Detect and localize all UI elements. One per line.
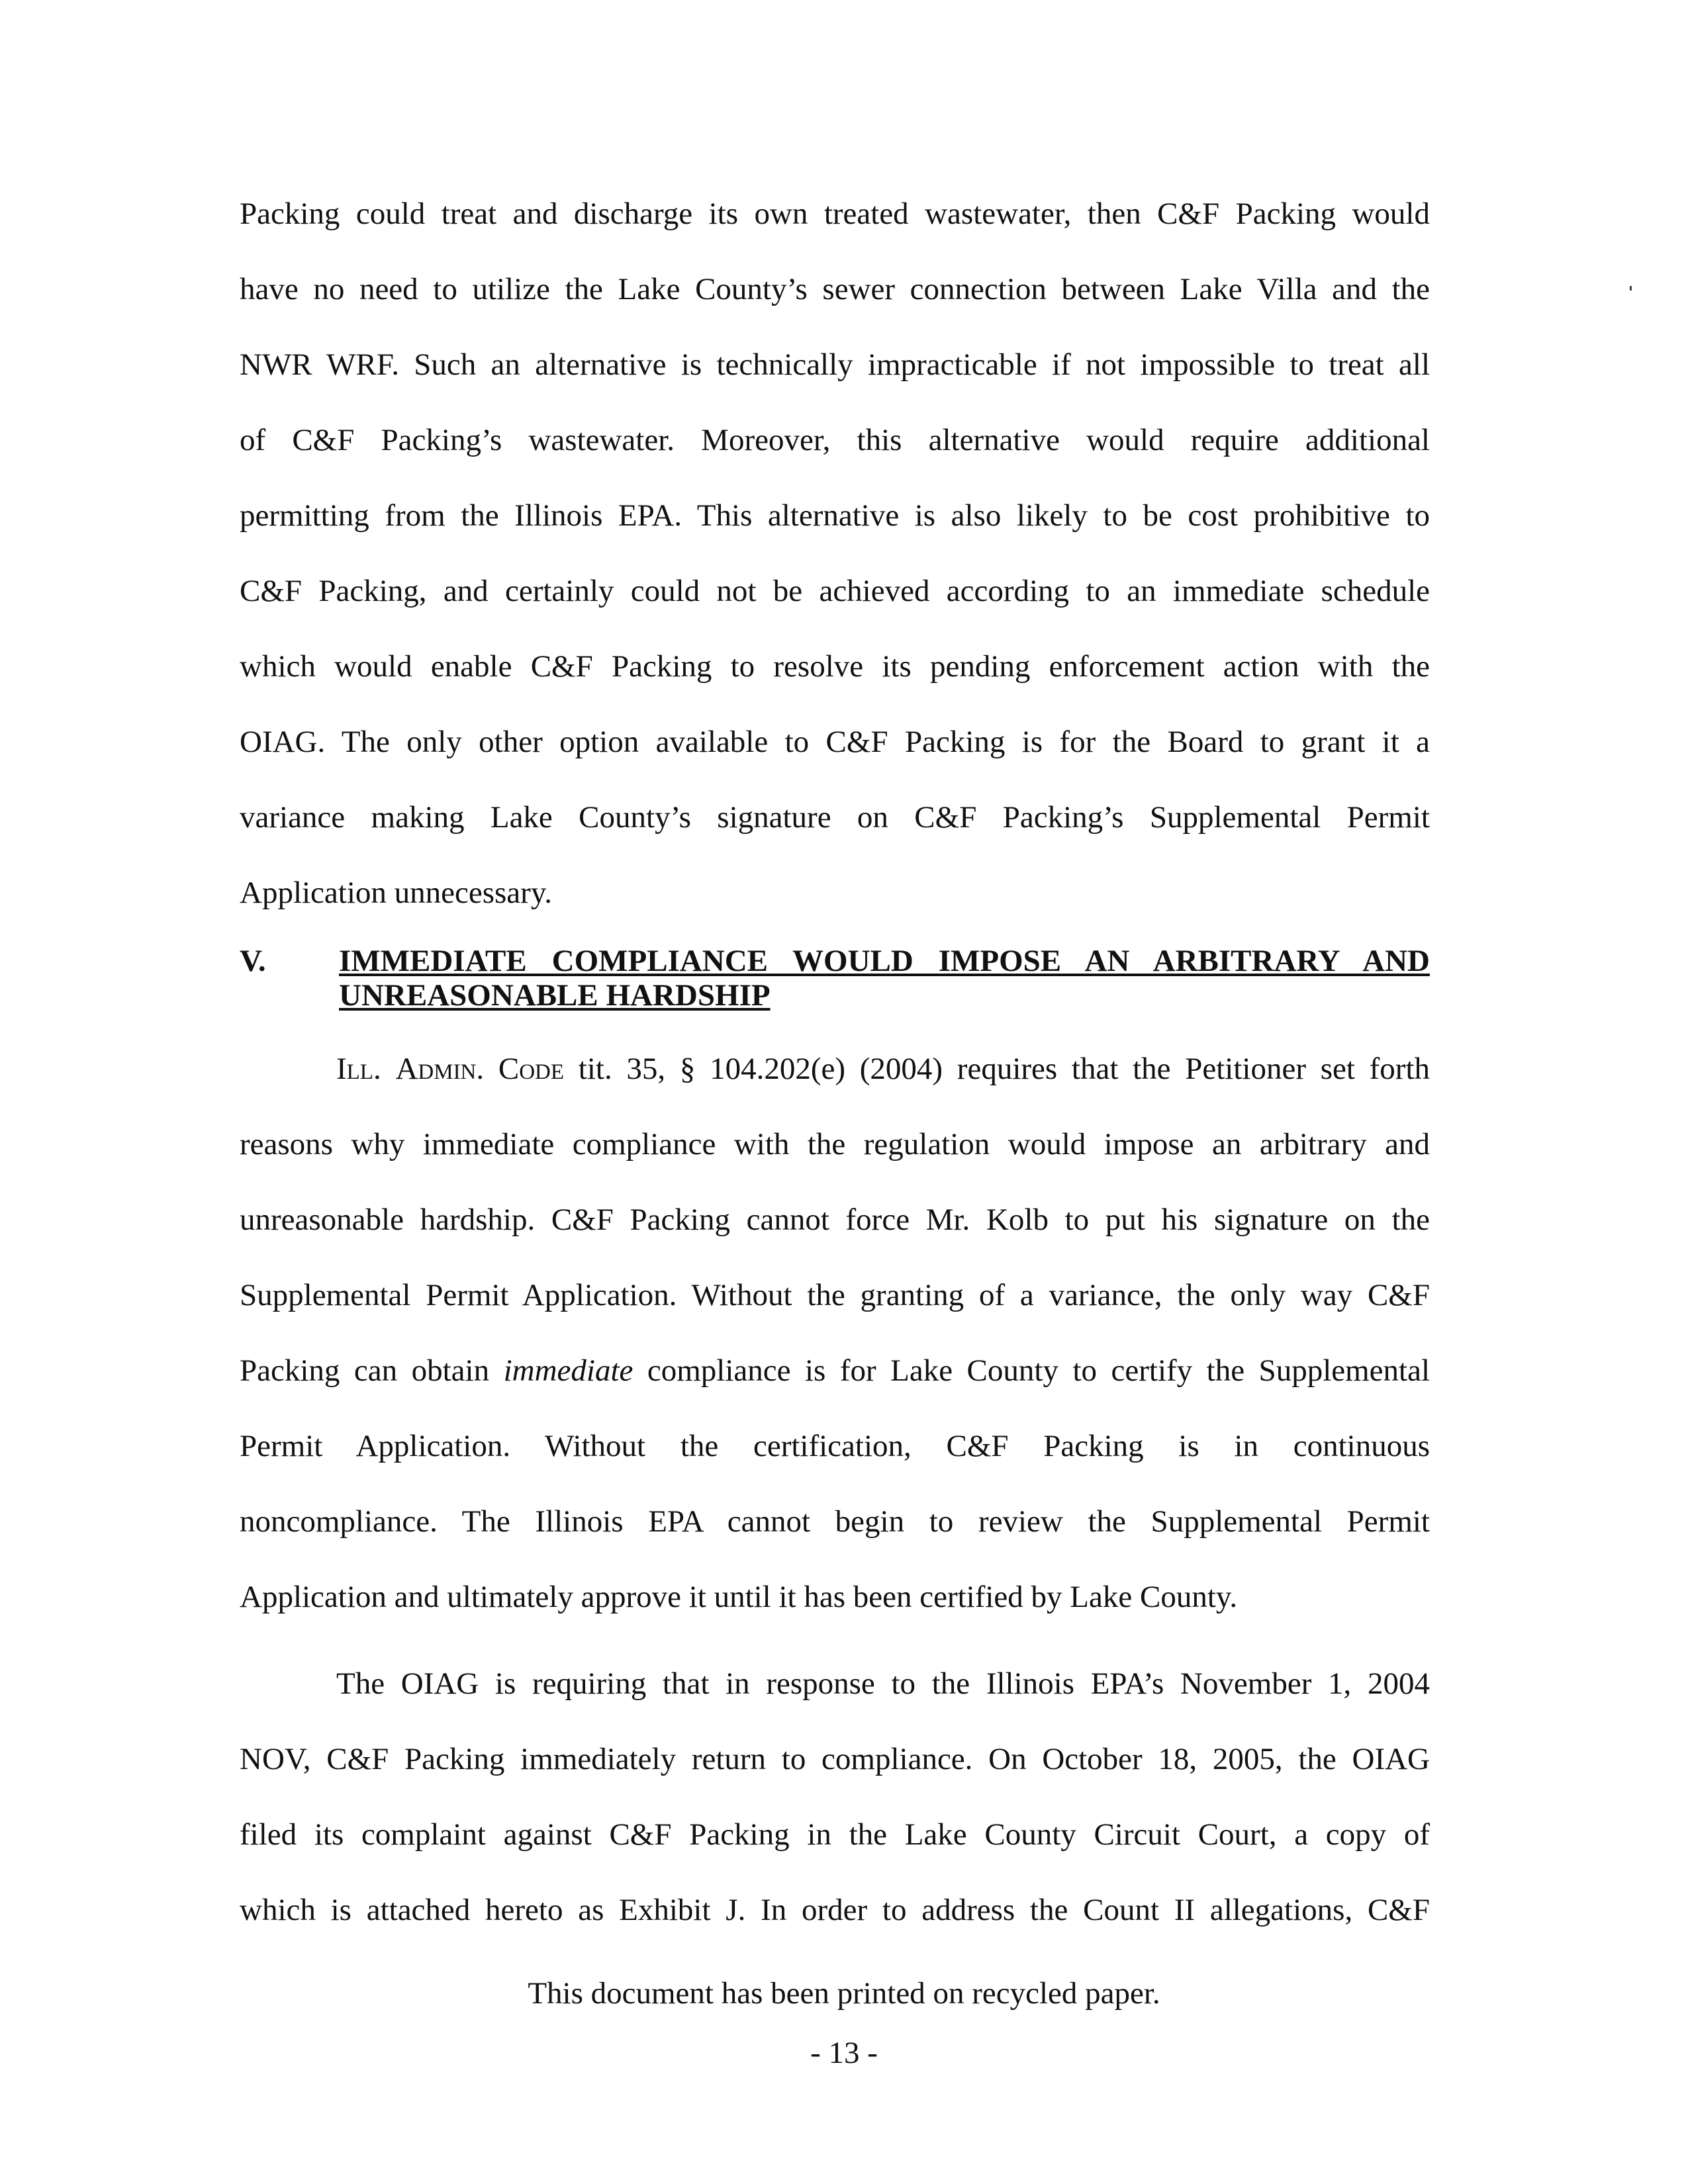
paragraph-line: NWR WRF. Such an alternative is technically impracticable if not impossible to treat all xyxy=(240,347,1430,382)
recycled-paper-note: This document has been printed on recycled paper. xyxy=(528,1976,1160,2011)
paragraph-line: NOV, C&F Packing immediately return to compliance. On October 18, 2005, the OIAG xyxy=(240,1742,1430,1776)
paragraph-line: Application and ultimately approve it until it has been certified by Lake County. xyxy=(240,1580,1238,1614)
paragraph-line: Supplemental Permit Application. Without the granting of a variance, the only way C&F xyxy=(240,1278,1430,1312)
paragraph-line: Application unnecessary. xyxy=(240,876,553,910)
emphasis-immediate: immediate xyxy=(503,1353,633,1388)
section-title xyxy=(339,944,1430,1013)
citation-ill: Ill. xyxy=(336,1052,381,1086)
paragraph-line: which is attached hereto as Exhibit J. In order to address the Count II allegations, C&F xyxy=(240,1893,1430,1927)
line-text: compliance is for Lake County to certify the Supplemental xyxy=(647,1353,1430,1388)
paragraph-line: which would enable C&F Packing to resolve its pending enforcement action with the xyxy=(240,649,1430,684)
line-text: Packing can obtain xyxy=(240,1353,490,1388)
citation-rest: tit. 35, § 104.202(e) (2004) requires that the Petitioner set forth xyxy=(578,1052,1430,1086)
body-paragraph-2 xyxy=(240,1031,1430,1635)
section-number: V. xyxy=(240,944,266,978)
paragraph-line: reasons why immediate compliance with the regulation would impose an arbitrary and xyxy=(240,1127,1430,1161)
citation-admin: Admin. xyxy=(395,1052,485,1086)
paragraph-line xyxy=(240,1031,1430,1107)
paragraph-line: of C&F Packing’s wastewater. Moreover, this alternative would require additional xyxy=(240,423,1430,457)
scan-speck xyxy=(1630,286,1632,291)
page-number: - 13 - xyxy=(810,2036,878,2070)
paragraph-line: Packing could treat and discharge its own treated wastewater, then C&F Packing would xyxy=(240,197,1430,231)
paragraph-line: The OIAG is requiring that in response to the Illinois EPA’s November 1, 2004 xyxy=(336,1666,1430,1701)
paragraph-line: noncompliance. The Illinois EPA cannot begin to review the Supplemental Permit xyxy=(240,1504,1430,1539)
paragraph-line: filed its complaint against C&F Packing in the Lake County Circuit Court, a copy of xyxy=(240,1817,1430,1852)
citation-code: Code xyxy=(498,1052,565,1086)
paragraph-line: unreasonable hardship. C&F Packing cannot force Mr. Kolb to put his signature on the xyxy=(240,1203,1430,1237)
section-title-line: UNREASONABLE HARDSHIP xyxy=(339,978,771,1013)
section-title-line: IMMEDIATE COMPLIANCE WOULD IMPOSE AN ARBITRARY AND xyxy=(339,944,1430,978)
paragraph-line: variance making Lake County’s signature on C&F Packing’s Supplemental Permit xyxy=(240,800,1430,835)
paragraph-line: Permit Application. Without the certification, C&F Packing is in continuous xyxy=(240,1429,1430,1463)
paragraph-line: C&F Packing, and certainly could not be achieved according to an immediate schedule xyxy=(240,574,1430,608)
paragraph-line xyxy=(240,1333,1430,1408)
paragraph-line: permitting from the Illinois EPA. This alternative is also likely to be cost prohibitive to xyxy=(240,498,1430,533)
body-paragraph-1 xyxy=(240,176,1430,931)
paragraph-line: OIAG. The only other option available to C&F Packing is for the Board to grant it a xyxy=(240,725,1430,759)
body-paragraph-3 xyxy=(240,1646,1430,1948)
paragraph-line: have no need to utilize the Lake County’s sewer connection between Lake Villa and the xyxy=(240,272,1430,306)
